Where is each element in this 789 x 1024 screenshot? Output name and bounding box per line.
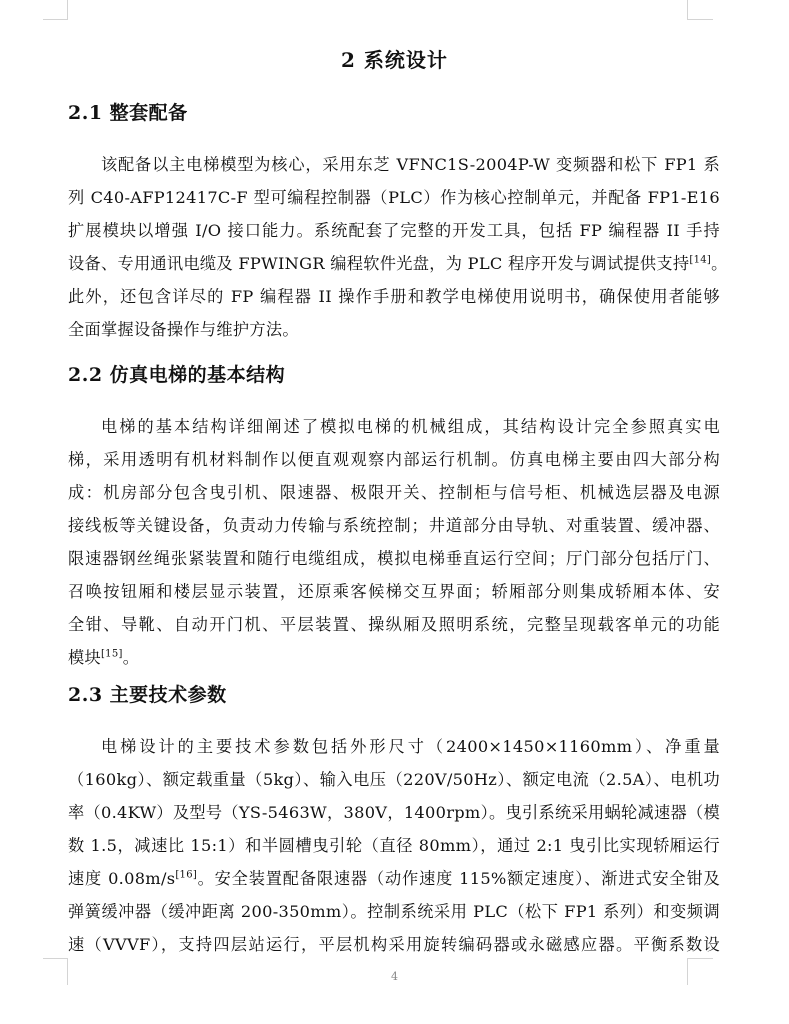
paragraph-line: 设备、专用通讯电缆及 FPWINGR 编程软件光盘，为 PLC 程序开发与调试提供支持[14]。 <box>68 254 728 273</box>
citation: [14] <box>689 254 712 266</box>
section-2-1-paragraph <box>68 148 728 346</box>
paragraph-line: （160kg）、额定载重量（5kg）、输入电压（220V/50Hz）、额定电流（2.5A）、电机功 <box>68 770 720 789</box>
paragraph-line: 梯，采用透明有机材料制作以便直观观察内部运行机制。仿真电梯主要由四大部分构 <box>68 450 720 469</box>
crop-mark-top-right <box>687 0 713 20</box>
section-2-2-paragraph <box>68 410 720 674</box>
paragraph-line: 接线板等关键设备，负责动力传输与系统控制；井道部分由导轨、对重装置、缓冲器、 <box>68 516 720 535</box>
paragraph-line: 成：机房部分包含曳引机、限速器、极限开关、控制柜与信号柜、机械选层器及电源 <box>68 483 720 502</box>
chapter-title: 2 系统设计 <box>341 48 448 72</box>
citation: [15] <box>100 648 123 660</box>
paragraph-line: 扩展模块以增强 I/O 接口能力。系统配套了完整的开发工具，包括 FP 编程器 II 手持 <box>68 221 720 240</box>
section-heading-2-2: 2.2 仿真电梯的基本结构 <box>68 364 286 386</box>
paragraph-line: 全钳、导靴、自动开门机、平层装置、操纵厢及照明系统，完整呈现载客单元的功能 <box>68 615 720 634</box>
paragraph-line: 全面掌握设备操作与维护方法。 <box>68 320 299 339</box>
paragraph-line: 模块[15]。 <box>68 648 140 667</box>
paragraph-line: 列 C40-AFP12417C-F 型可编程控制器（PLC）作为核心控制单元，并配备 FP1-E16 <box>68 188 720 207</box>
section-heading-2-1: 2.1 整套配备 <box>68 102 188 124</box>
paragraph-line: 电梯设计的主要技术参数包括外形尺寸（2400×1450×1160mm）、净重量 <box>101 737 720 756</box>
paragraph-line: 此外，还包含详尽的 FP 编程器 II 操作手册和教学电梯使用说明书，确保使用者能够 <box>68 287 720 306</box>
paragraph-line: 数 1.5，减速比 15:1）和半圆槽曳引轮（直径 80mm），通过 2:1 曳引比实现轿厢运行 <box>68 836 720 855</box>
paragraph-line: 该配备以主电梯模型为核心，采用东芝 VFNC1S-2004P-W 变频器和松下 FP1 系 <box>101 155 720 174</box>
citation: [16] <box>175 869 198 881</box>
paragraph-line: 率（0.4KW）及型号（YS-5463W，380V，1400rpm）。曳引系统采用蜗轮减速器（模 <box>68 803 720 822</box>
page-number: 4 <box>391 970 398 983</box>
section-2-3-paragraph <box>68 730 720 961</box>
paragraph-line: 速（VVVF），支持四层站运行，平层机构采用旋转编码器或永磁感应器。平衡系数设 <box>68 935 720 954</box>
paragraph-line: 速度 0.08m/s[16]。安全装置配备限速器（动作速度 115%额定速度）、渐进式安全钳及 <box>68 869 720 888</box>
paragraph-line: 召唤按钮厢和楼层显示装置，还原乘客候梯交互界面；轿厢部分则集成轿厢本体、安 <box>68 582 720 601</box>
paragraph-line: 限速器钢丝绳张紧装置和随行电缆组成，模拟电梯垂直运行空间；厅门部分包括厅门、 <box>68 549 720 568</box>
paragraph-line: 电梯的基本结构详细阐述了模拟电梯的机械组成，其结构设计完全参照真实电 <box>101 417 720 436</box>
section-heading-2-3: 2.3 主要技术参数 <box>68 684 227 706</box>
crop-mark-top-left <box>43 0 68 20</box>
paragraph-line: 弹簧缓冲器（缓冲距离 200-350mm）。控制系统采用 PLC（松下 FP1 系列）和变频调 <box>68 902 720 921</box>
